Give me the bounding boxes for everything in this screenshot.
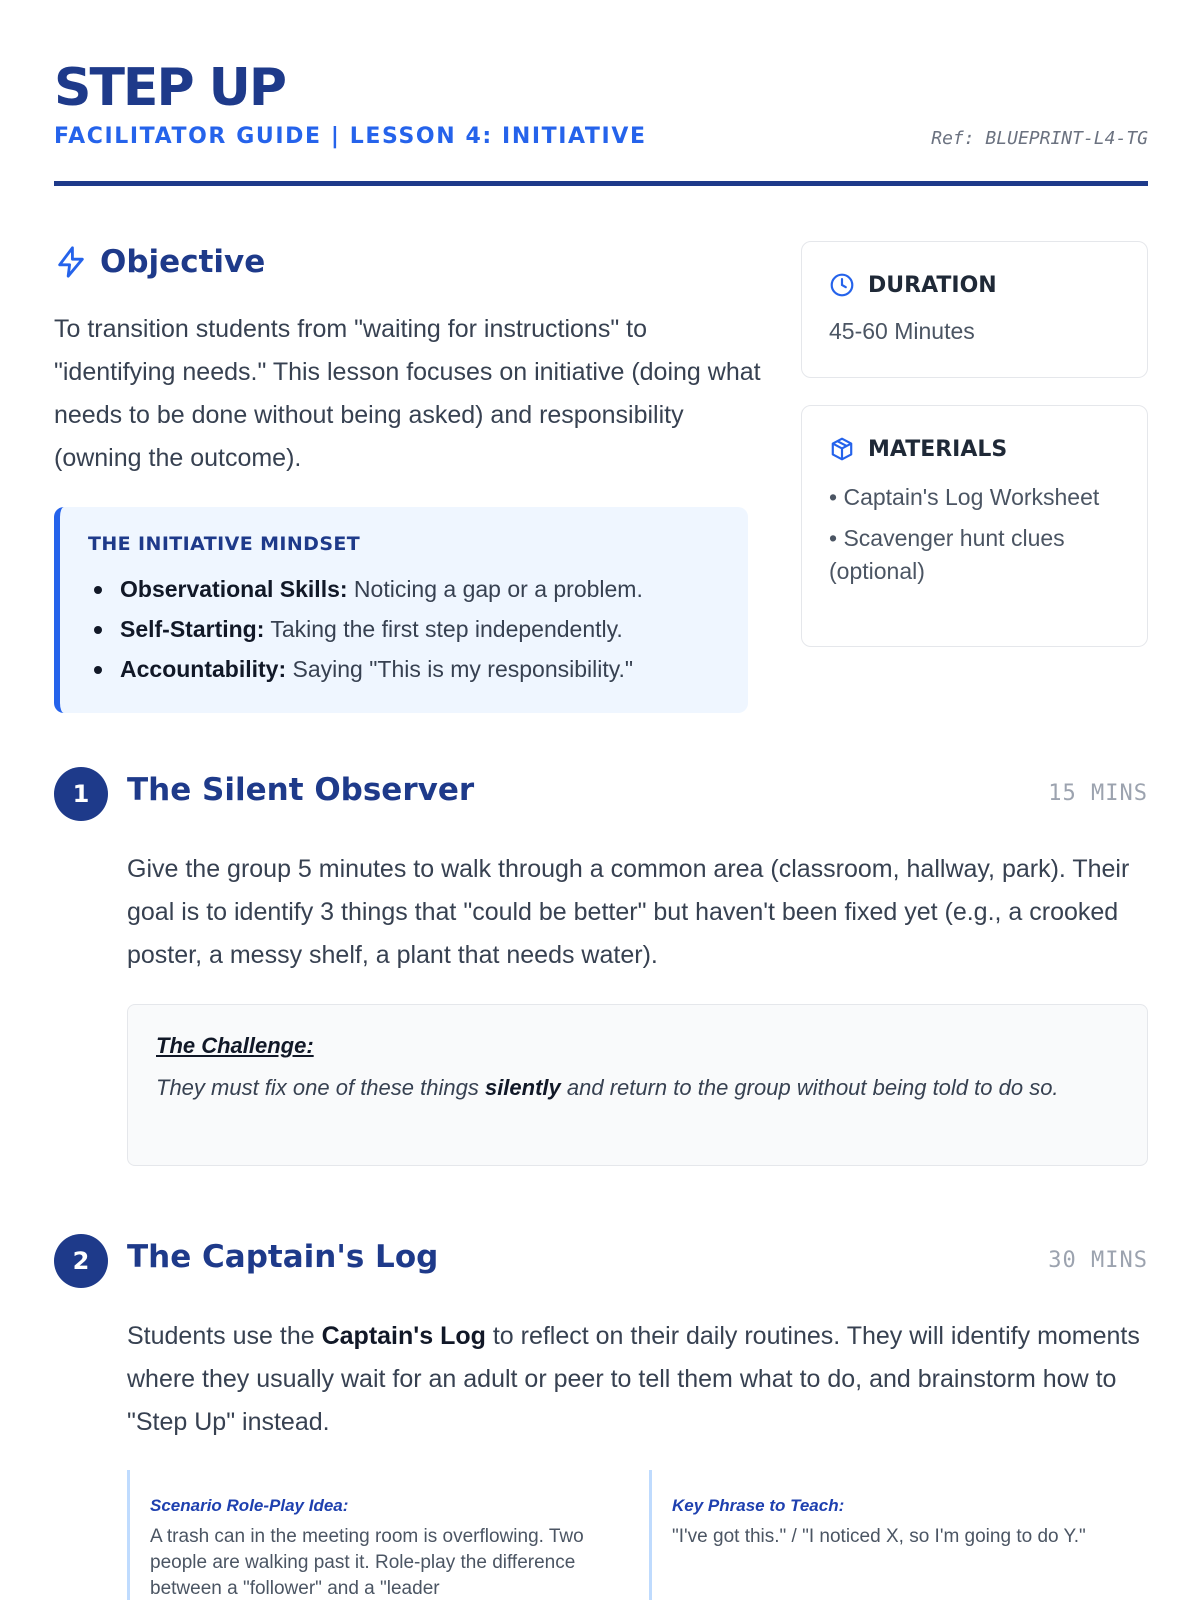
lightning-icon (54, 245, 88, 279)
reference-code: Ref: BLUEPRINT-L4-TG (931, 128, 1148, 149)
brand-title: STEP UP (54, 58, 285, 118)
materials-heading (829, 436, 1007, 462)
step-duration: 15 MINS (1048, 781, 1148, 806)
mindset-list (88, 569, 720, 689)
step-2-body (127, 1315, 1148, 1444)
step-number-badge: 1 (54, 767, 108, 821)
cube-icon (829, 436, 855, 462)
header-divider (54, 181, 1148, 186)
step-body-part: Students use the (127, 1322, 322, 1350)
key-phrase-text: "I've got this." / "I noticed X, so I'm going to do Y." (672, 1526, 1086, 1547)
step-2-tips (127, 1470, 1148, 1600)
step-duration: 30 MINS (1048, 1248, 1148, 1273)
step-2-header (54, 1234, 1148, 1288)
clock-icon (829, 272, 855, 298)
challenge-text (156, 1071, 1119, 1104)
objective-title: Objective (100, 244, 266, 280)
challenge-label: The Challenge: (156, 1033, 314, 1058)
mindset-item (88, 609, 720, 649)
step-1-body: Give the group 5 minutes to walk through a common area (classroom, hallway, park). Their goal is to identify 3 things that "could be better" but haven't been fixed yet (e.g., a crooked poster, a messy shelf, a plant that needs water). (127, 855, 1130, 969)
duration-heading (829, 272, 997, 298)
step-title: The Captain's Log (127, 1239, 439, 1275)
objective-text: To transition students from "waiting for instructions" to "identifying needs." This lesson focuses on initiative (doing what needs to be done without being asked) and responsibility (owning the outcome). (54, 315, 761, 472)
challenge-box (127, 1004, 1148, 1166)
scenario-tip (127, 1470, 627, 1600)
mindset-desc: Saying "This is my responsibility." (286, 656, 634, 682)
facilitator-guide-page (54, 0, 1148, 1600)
materials-card (801, 405, 1148, 647)
initiative-mindset-box (54, 507, 748, 713)
step-number-badge: 2 (54, 1234, 108, 1288)
mindset-desc: Noticing a gap or a problem. (347, 576, 643, 602)
guide-subtitle: FACILITATOR GUIDE | LESSON 4: INITIATIVE (54, 124, 647, 149)
step-title: The Silent Observer (127, 772, 475, 808)
key-phrase-tip (649, 1470, 1148, 1600)
scenario-text: A trash can in the meeting room is overflowing. Two people are walking past it. Role-play the difference between a "follower" and a "leader (150, 1526, 584, 1599)
materials-item: • Scavenger hunt clues (optional) (829, 522, 1129, 588)
duration-card (801, 241, 1148, 378)
materials-list (829, 481, 1129, 596)
step-1-header (54, 767, 1148, 821)
objective-heading (54, 244, 265, 280)
challenge-text-part: and return to the group without being told to do so. (560, 1075, 1059, 1100)
duration-title: DURATION (868, 272, 997, 298)
mindset-item (88, 649, 720, 689)
key-phrase-label: Key Phrase to Teach: (672, 1496, 845, 1515)
challenge-text-part: They must fix one of these things (156, 1075, 485, 1100)
mindset-term: Accountability: (120, 656, 287, 682)
step-body-emphasis: Captain's Log (321, 1322, 486, 1350)
mindset-term: Self-Starting: (120, 616, 265, 642)
materials-title: MATERIALS (868, 436, 1008, 462)
mindset-desc: Taking the first step independently. (264, 616, 623, 642)
step-body-part: to reflect on their daily routines. They will identify moments where they usually wait for an adult or peer to tell them what to do, and brainstorm how to "Step Up" instead. (127, 1322, 1140, 1436)
mindset-title: THE INITIATIVE MINDSET (88, 533, 361, 555)
challenge-emphasis: silently (484, 1075, 561, 1100)
materials-item: • Captain's Log Worksheet (829, 481, 1129, 514)
mindset-item (88, 569, 720, 609)
scenario-label: Scenario Role-Play Idea: (150, 1496, 349, 1515)
duration-value: 45-60 Minutes (829, 318, 975, 344)
mindset-term: Observational Skills: (120, 576, 348, 602)
